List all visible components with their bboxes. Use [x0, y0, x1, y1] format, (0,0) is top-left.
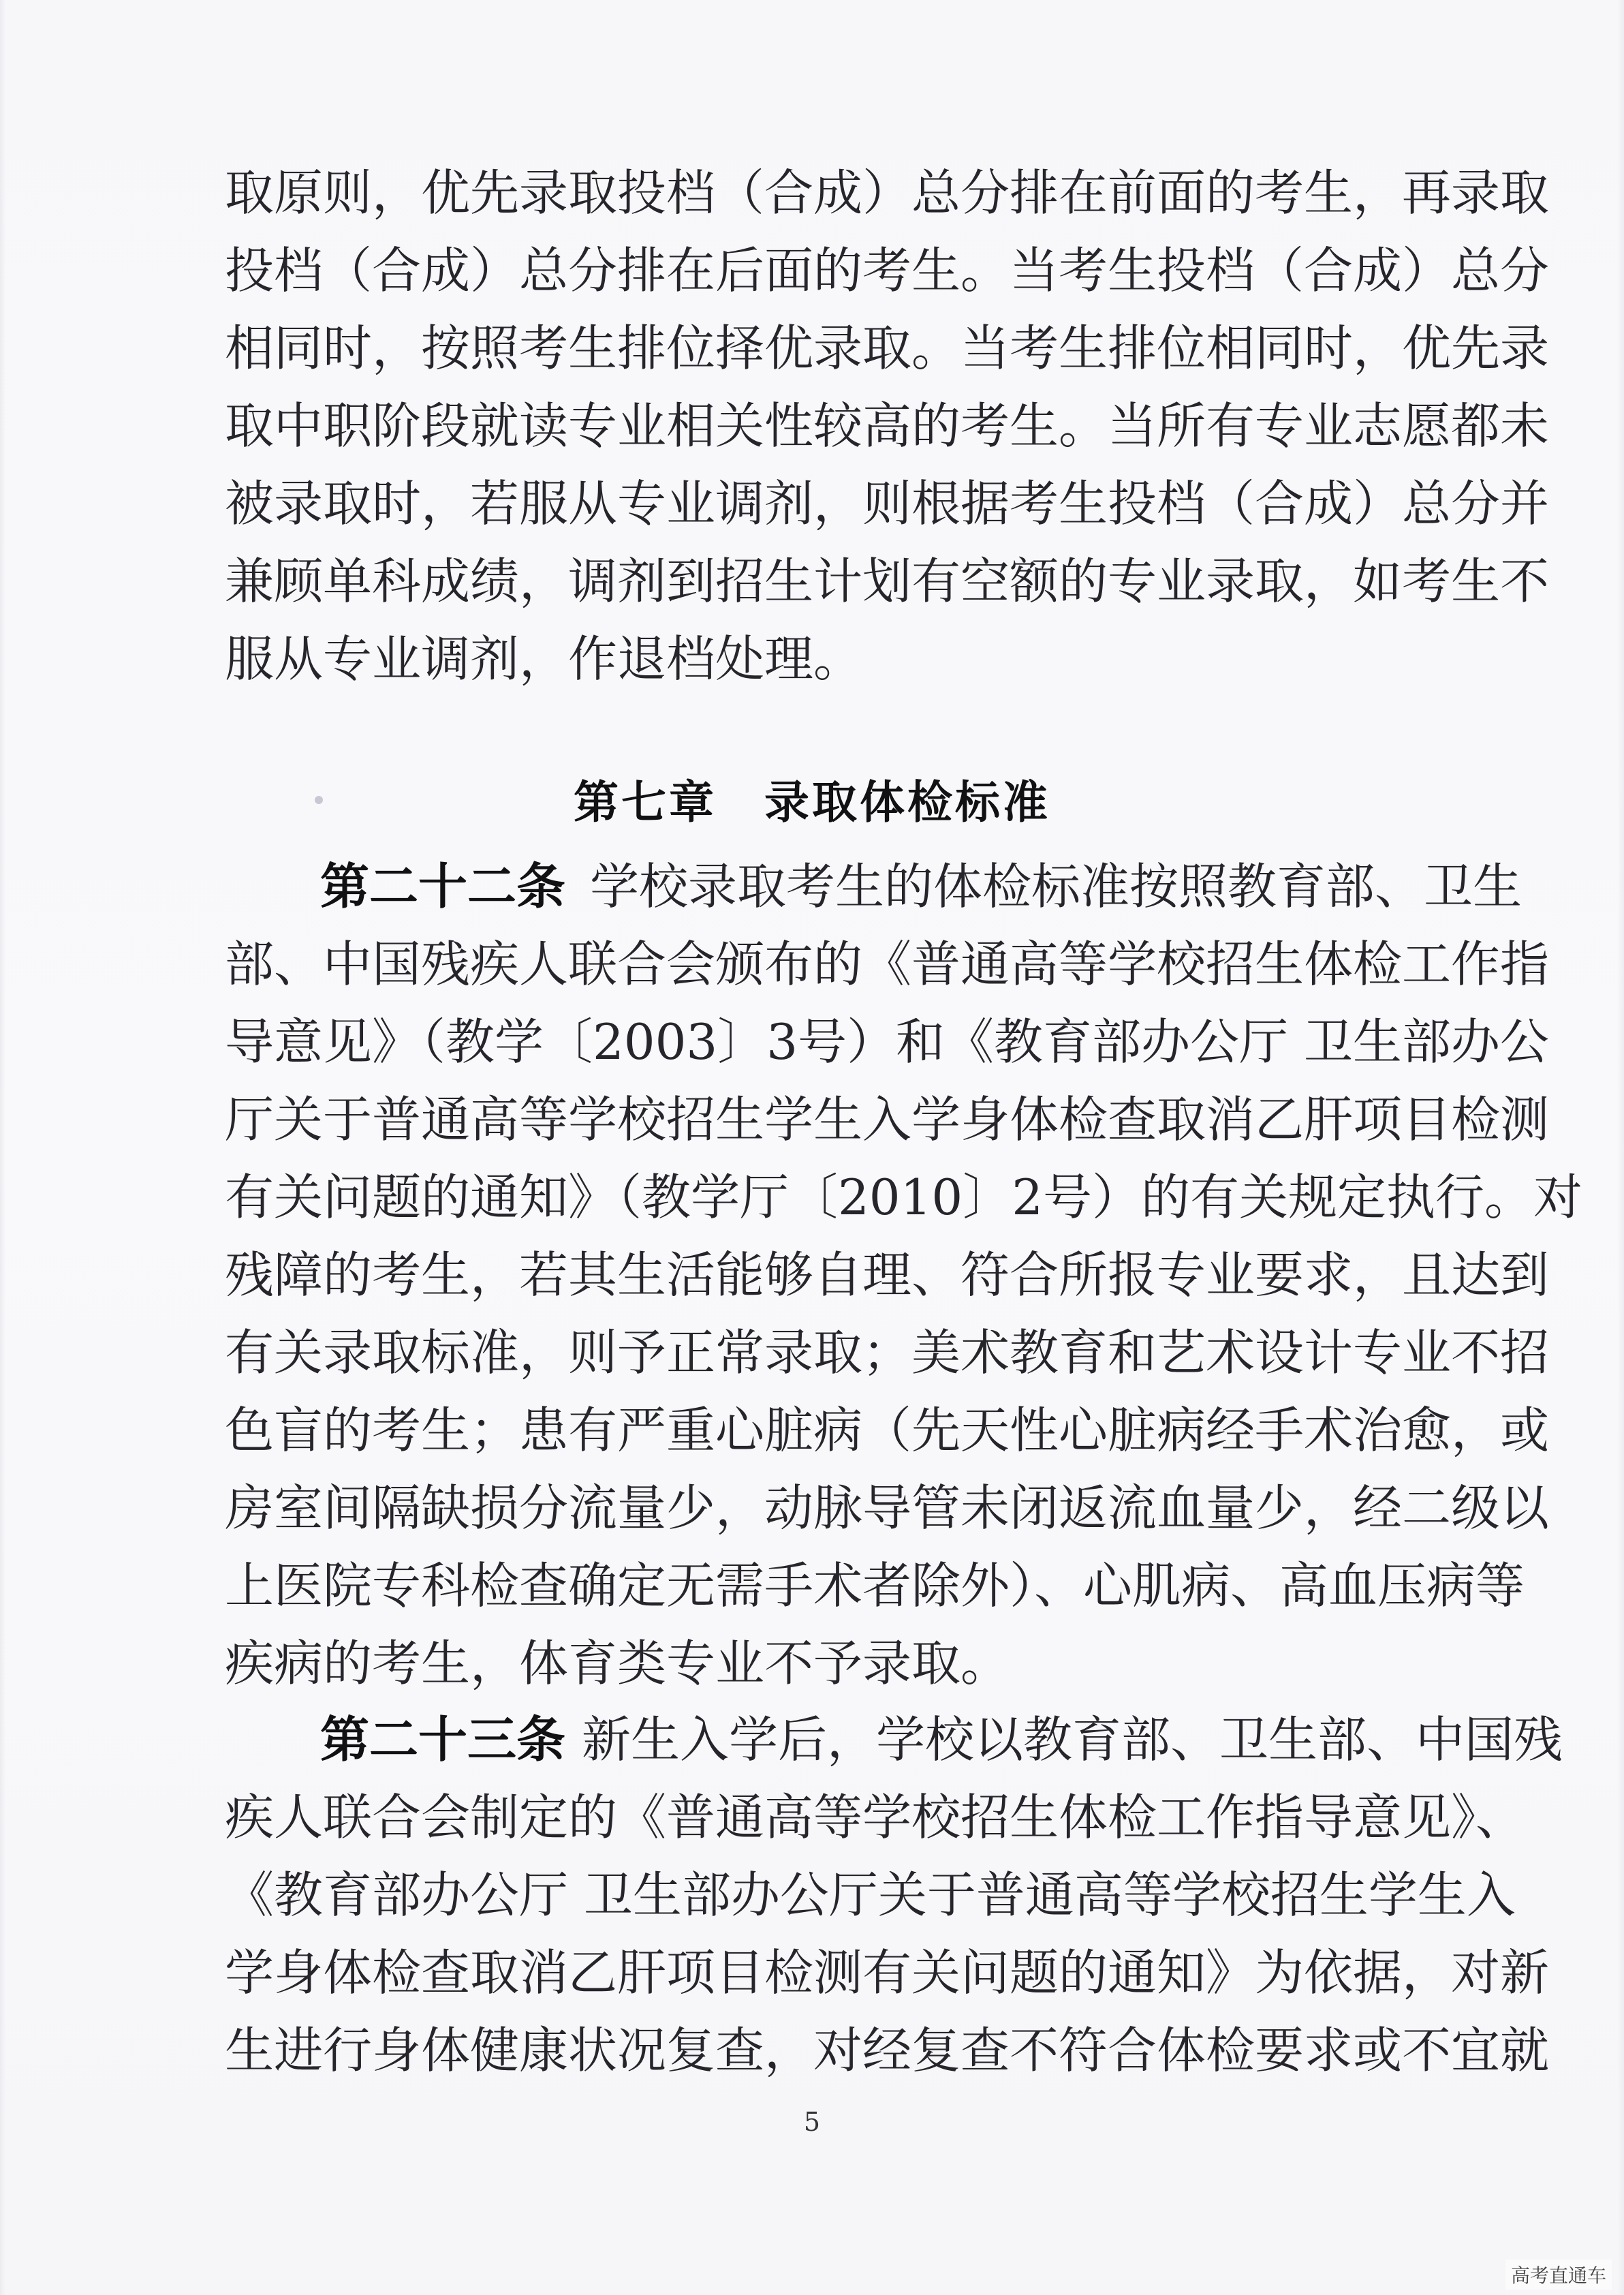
article-23-first-line: [225, 1701, 1563, 1778]
page-number: 5: [803, 2107, 821, 2137]
paragraph-line: 被录取时，若服从专业调剂，则根据考生投档（合成）总分并: [225, 475, 1550, 532]
article-23-label: 第二十三条: [320, 1711, 566, 1768]
paragraph-line: 投档（合成）总分排在后面的考生。当考生投档（合成）总分: [225, 242, 1550, 299]
paragraph-line: 兼顾单科成绩，调剂到招生计划有空额的专业录取，如考生不: [225, 553, 1550, 610]
article-22-line: 上医院专科检查确定无需手术者除外）、心肌病、高血压病等: [225, 1557, 1525, 1614]
scan-edge-right: [1617, 0, 1624, 2295]
article-22: [225, 848, 1583, 1702]
article-23-line: 学身体检查取消乙肝项目检测有关问题的通知》为依据，对新: [225, 1944, 1550, 2001]
article-23-line: 生进行身体健康状况复查，对经复查不符合体检要求或不宜就: [225, 2022, 1550, 2079]
article-22-label: 第二十二条: [320, 858, 566, 915]
article-22-line: 有关问题的通知》（教学厅〔2010〕2号）的有关规定执行。对: [225, 1169, 1583, 1226]
article-22-line: 残障的考生，若其生活能够自理、符合所报专业要求，且达到: [225, 1246, 1550, 1304]
paragraph-line: 服从专业调剂，作退档处理。: [225, 630, 863, 688]
continued-paragraph: [225, 154, 1550, 698]
article-22-line: 房室间隔缺损分流量少，动脉导管未闭返流血量少，经二级以: [225, 1479, 1550, 1537]
article-22-line: 导意见》（教学〔2003〕3号）和《教育部办公厅 卫生部办公: [225, 1013, 1549, 1071]
paragraph-line: 取中职阶段就读专业相关性较高的考生。当所有专业志愿都未: [225, 397, 1550, 455]
paragraph-line: 取原则，优先录取投档（合成）总分排在前面的考生，再录取: [225, 164, 1550, 221]
article-22-line: 厅关于普通高等学校招生学生入学身体检查取消乙肝项目检测: [225, 1091, 1550, 1148]
chapter-title: 第七章 录取体检标准: [574, 776, 1050, 829]
article-23-line: 《教育部办公厅 卫生部办公厅关于普通高等学校招生学生入: [225, 1866, 1516, 1924]
article-23-line: 疾人联合会制定的《普通高等学校招生体检工作指导意见》、: [225, 1789, 1525, 1846]
article-22-first-line: [225, 848, 1522, 925]
article-23-first-text: 新生入学后，学校以教育部、卫生部、中国残: [582, 1711, 1563, 1768]
article-22-first-text: 学校录取考生的体检标准按照教育部、卫生: [590, 858, 1522, 915]
article-22-line: 有关录取标准，则予正常录取；美术教育和艺术设计专业不招: [225, 1324, 1550, 1381]
paragraph-line: 相同时，按照考生排位择优录取。当考生排位相同时，优先录: [225, 320, 1550, 377]
article-22-line: 疾病的考生，体育类专业不予录取。: [225, 1635, 1010, 1692]
watermark: 高考直通车: [1505, 2260, 1612, 2290]
article-22-line: 色盲的考生；患有严重心脏病（先天性心脏病经手术治愈，或: [225, 1402, 1550, 1459]
scan-edge-left: [0, 0, 5, 2295]
article-23: [225, 1701, 1563, 2089]
article-22-line: 部、中国残疾人联合会颁布的《普通高等学校招生体检工作指: [225, 936, 1550, 993]
